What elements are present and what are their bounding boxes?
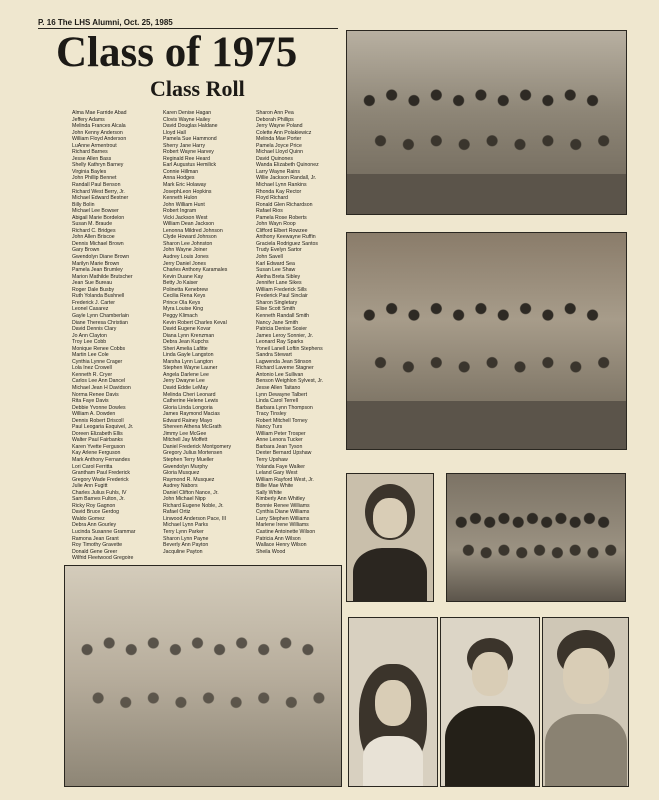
roll-name: Pamela Jean Brumley bbox=[72, 267, 123, 274]
roll-name: Catherine Helene Lewis bbox=[163, 398, 219, 405]
roll-name: Antonio Lee Sullivan bbox=[256, 371, 304, 378]
portrait-face bbox=[563, 648, 609, 704]
roll-column-1 bbox=[72, 110, 162, 562]
roll-name: Billy Bolin bbox=[72, 201, 95, 208]
roll-name: Richard Barnes bbox=[72, 149, 108, 156]
roll-name: Colette Ann Polakiewicz bbox=[256, 129, 312, 136]
roll-name: Stephen Wayne Launer bbox=[163, 365, 218, 372]
roll-name: Melinda Frances Alcala bbox=[72, 123, 126, 130]
roll-name: Randall Paul Benson bbox=[72, 182, 121, 189]
class-photo-top bbox=[346, 30, 627, 215]
roll-name: Terry Upshaw bbox=[256, 456, 288, 463]
roll-name: Kenneth Randall Smith bbox=[256, 312, 310, 319]
roll-name: Sherry Jane Harry bbox=[163, 142, 206, 149]
roll-name: Karen Denise Hagan bbox=[163, 110, 212, 116]
roll-name: Abigail Marie Bordelon bbox=[72, 214, 125, 221]
roll-name: Pamela Sue Hammond bbox=[163, 136, 217, 143]
roll-name: Wanda Elizabeth Quinonez bbox=[256, 162, 319, 169]
roll-name: Larry Stephen Williams bbox=[256, 515, 310, 522]
roll-name: Gwendolyn Murphy bbox=[163, 463, 208, 470]
roll-name: David Eugene Kovar bbox=[163, 326, 211, 333]
roll-name: Polinetta Kenebrew bbox=[163, 286, 208, 293]
roll-name: John Allen Briscoe bbox=[72, 234, 115, 241]
roll-name: Marion Mathilde Brutscher bbox=[72, 273, 133, 280]
roll-name: Anne Lenora Tucker bbox=[256, 437, 303, 444]
roll-name: Barbara Lynn Thompson bbox=[256, 404, 313, 411]
roll-name: Daniel Frederick Montgomery bbox=[163, 443, 232, 450]
roll-name: Sam Barnes Fulton, Jr. bbox=[72, 496, 125, 503]
roll-name: Sharon Ann Pea bbox=[256, 110, 294, 116]
roll-name: Jean Sue Bureau bbox=[72, 280, 113, 287]
roll-name: Marilyn Marie Brown bbox=[72, 260, 120, 267]
roll-name: Michael Jean H Davidson bbox=[72, 384, 131, 391]
roll-name: Ruth Yolanda Bushnell bbox=[72, 293, 125, 300]
roll-name: Michael Edward Bestner bbox=[72, 195, 129, 202]
roll-name: Shereen Athena McGrath bbox=[163, 424, 222, 431]
roll-name: David Dennis Clary bbox=[72, 326, 117, 333]
roll-name: Sharon Lynn Payne bbox=[163, 535, 209, 542]
roll-name: Jerry Wayne Poland bbox=[256, 123, 303, 130]
roll-name: Alma Mae Farride Abad bbox=[72, 110, 127, 116]
roll-name: Tracy Tinsley bbox=[256, 411, 287, 418]
roll-name: Rhonda Kay Rector bbox=[256, 188, 302, 195]
roll-name: David Douglas Haldane bbox=[163, 123, 218, 130]
roll-name: Ramona Jean Grant bbox=[72, 535, 119, 542]
roll-name: Monique Renee Cobbs bbox=[72, 345, 126, 352]
roll-name: Linda Carol Terrell bbox=[256, 398, 298, 405]
student-portrait-girl bbox=[346, 473, 434, 602]
roll-name: Karen Yvette Ferguson bbox=[72, 443, 125, 450]
roll-name: Kay Arlene Ferguson bbox=[72, 450, 121, 457]
roll-name: Nancy Turs bbox=[256, 424, 283, 431]
roll-name: John Kenny Anderson bbox=[72, 129, 123, 136]
roll-name: Linda Gayle Langston bbox=[163, 352, 214, 359]
roll-name: Roger Dale Busby bbox=[72, 286, 115, 293]
portrait-body bbox=[363, 736, 423, 787]
portrait-face bbox=[373, 498, 407, 538]
roll-name: Marsha Lynn Langton bbox=[163, 358, 213, 365]
roll-name: Robert Ingram bbox=[163, 208, 197, 215]
roll-name: Susan Lee Shaw bbox=[256, 267, 296, 274]
dancers bbox=[447, 474, 625, 601]
roll-name: Martin Lee Cole bbox=[72, 352, 109, 359]
roll-name: Jennifer Lane Sikes bbox=[256, 280, 302, 287]
roll-name: Shelly Kathryn Barney bbox=[72, 162, 124, 169]
roll-name: Vicki Jackson West bbox=[163, 214, 208, 221]
portrait-suit bbox=[445, 706, 535, 786]
roll-name: Leonel Casarez bbox=[72, 306, 109, 313]
roll-name: Angela Darlene Lee bbox=[163, 371, 209, 378]
portrait-face bbox=[472, 652, 508, 696]
roll-name: Rita Faye Davis bbox=[72, 398, 109, 405]
roll-name: Richard Eugene Noble, Jr. bbox=[163, 502, 224, 509]
roll-name: Gregory Wade Frederick bbox=[72, 476, 129, 483]
roll-name: Dennis Robert Driscoll bbox=[72, 417, 124, 424]
portrait-body bbox=[353, 548, 427, 602]
roll-name: Audrey Nabors bbox=[163, 483, 198, 490]
roll-name: Frederick J. Carter bbox=[72, 299, 115, 306]
roll-name: Daniel Clifton Nance, Jr. bbox=[163, 489, 219, 496]
roll-name: Frederick Paul Sinclair bbox=[256, 293, 308, 300]
roll-name: Aletha Breta Sibley bbox=[256, 273, 301, 280]
roll-name: Lynn Dewayne Talbert bbox=[256, 391, 308, 398]
roll-name: Melinda Mae Porter bbox=[256, 136, 302, 143]
roll-name: Mark Anthony Fernandes bbox=[72, 456, 130, 463]
roll-name: William Frederick Sills bbox=[256, 286, 307, 293]
roll-name: James Leroy Sonnier, Jr. bbox=[256, 332, 314, 339]
roll-name: Marlene Irene Williams bbox=[256, 522, 309, 529]
roll-name: Lucinda Susanne Grammar bbox=[72, 529, 136, 535]
roll-name: Deborah Phillips bbox=[256, 116, 294, 123]
roll-name: Dennis Michael Brown bbox=[72, 240, 124, 247]
roll-name: Leland Gary West bbox=[256, 470, 298, 477]
roll-name: Norma Renee Davis bbox=[72, 391, 119, 398]
roll-name: Anna Hodges bbox=[163, 175, 195, 182]
roll-name: Stephen Terry Mueller bbox=[163, 456, 214, 463]
roll-name: Walter Paul Fairbanks bbox=[72, 437, 123, 444]
roll-name: Terry Lynn Parker bbox=[163, 529, 204, 535]
roll-name: Sharon Lee Johnston bbox=[163, 240, 213, 247]
roll-name: Yolanda Faye Walker bbox=[256, 463, 305, 470]
roll-name: Sandra Stewart bbox=[256, 352, 292, 359]
page-header: P. 16 The LHS Alumni, Oct. 25, 1985 bbox=[38, 18, 173, 27]
roll-name: Kenneth Hulon bbox=[163, 195, 198, 202]
roll-name: Paul Leogaria Esquivel, Jr. bbox=[72, 424, 134, 431]
roll-name: Gregory Julius Mortensen bbox=[163, 450, 223, 457]
roll-name: David Bruce Gerdog bbox=[72, 509, 119, 516]
roll-name: Graciela Rodriguez Santos bbox=[256, 240, 318, 247]
roll-name: Pamela Joyce Price bbox=[256, 142, 302, 149]
roll-name: Robert Mitchell Torney bbox=[256, 417, 308, 424]
roll-name: Roy Timothy Gravette bbox=[72, 542, 123, 549]
roll-name: Clovis Wayne Hailey bbox=[163, 116, 211, 123]
roll-name: Grantham Paul Frederick bbox=[72, 470, 130, 477]
roll-name: Diane Theresa Christian bbox=[72, 319, 128, 326]
portrait-young-man bbox=[440, 617, 540, 787]
roll-name: Melinda Cheri Leonard bbox=[163, 391, 216, 398]
roll-name: Debbie Yvonne Dowles bbox=[72, 404, 126, 411]
roll-name: Willie Jackson Randall, Jr. bbox=[256, 175, 317, 182]
roll-name: Pamela Rose Roberts bbox=[256, 214, 307, 221]
roll-name: Lola Inez Crowell bbox=[72, 365, 112, 372]
roll-name: William Rayford West, Jr. bbox=[256, 476, 314, 483]
roll-name: Kimberly Ann Whitley bbox=[256, 496, 306, 503]
roll-name: Charles Anthony Karamales bbox=[163, 267, 228, 274]
roll-name: Rafael Ortiz bbox=[163, 509, 191, 516]
class-photo-middle bbox=[346, 232, 627, 450]
portrait-boy bbox=[542, 617, 629, 787]
roll-name: Wilfrid Fleetwood Gregoire bbox=[72, 555, 134, 562]
roll-name: Raymond R. Musquez bbox=[163, 476, 215, 483]
roll-name: Doreen Elizabeth Ellis bbox=[72, 430, 123, 437]
roll-name: Castine Antoinette Wilson bbox=[256, 529, 316, 535]
roll-name: Lori Carol Ferritta bbox=[72, 463, 113, 470]
roll-name: Earl Augustus Hemilick bbox=[163, 162, 217, 169]
roll-name: Kevin Robert Charles Keval bbox=[163, 319, 227, 326]
roll-name: Michael Lloyd Quinn bbox=[256, 149, 304, 156]
roll-name: Jesse Allen Taitano bbox=[256, 384, 301, 391]
roll-name: Carlos Lee Ann Dancel bbox=[72, 378, 126, 385]
roll-name: Sally White bbox=[256, 489, 282, 496]
roll-name: Gloria Linda Longoria bbox=[163, 404, 213, 411]
roll-name: Jimmy Lee McGee bbox=[163, 430, 207, 437]
portrait-face bbox=[375, 680, 411, 726]
roll-name: Ricky Roy Gagnon bbox=[72, 502, 116, 509]
roll-name: John Wayn Roop bbox=[256, 221, 296, 228]
roll-name: Larry Wayne Rains bbox=[256, 168, 300, 175]
roll-name: Troy Lee Cobb bbox=[72, 339, 107, 346]
roll-name: Cynthia Diane Williams bbox=[256, 509, 310, 516]
roll-name: Donald Gene Greer bbox=[72, 548, 118, 555]
roll-name: Sharon Singletary bbox=[256, 299, 298, 306]
roll-name: Wallace Henry Wilson bbox=[256, 542, 307, 549]
roll-name: Gary Brown bbox=[72, 247, 100, 254]
roll-name: Debra Ann Gourley bbox=[72, 522, 117, 529]
roll-name: JosephLeon Hopkins bbox=[163, 188, 212, 195]
roll-name: Rafael Rios bbox=[256, 208, 283, 215]
roll-name: Kenneth R. Cryer bbox=[72, 371, 113, 378]
roll-name: Dexter Bernard Upshaw bbox=[256, 450, 312, 457]
roll-name: Audrey Louis Jones bbox=[163, 254, 209, 261]
roll-name: Julie Ann Fugitt bbox=[72, 483, 108, 490]
roll-name: Reginald Ree Heard bbox=[163, 155, 211, 162]
roll-name: William Floyd Anderson bbox=[72, 136, 127, 143]
roll-column-2 bbox=[163, 110, 255, 555]
roll-name: Myra Louise King bbox=[163, 306, 204, 313]
roll-name: Floyd Richard bbox=[256, 195, 289, 202]
roll-name: Gayle Lynn Chamberlain bbox=[72, 312, 129, 319]
roll-name: John Wayne Joiner bbox=[163, 247, 208, 254]
roll-name: Richard West Berry, Jr. bbox=[72, 188, 125, 195]
roll-name: David Quinones bbox=[256, 155, 293, 162]
roll-name: William Dean Jackson bbox=[163, 221, 215, 228]
roll-name: Lenonna Mildred Johnson bbox=[163, 227, 223, 234]
roll-name: Karl Edward Sea bbox=[256, 260, 295, 267]
roll-name: Jeffery Adams bbox=[72, 116, 105, 123]
roll-name: Prince Ola Keys bbox=[163, 299, 201, 306]
roll-name: Sheila Wood bbox=[256, 548, 286, 555]
roll-name: John William Hunt bbox=[163, 201, 205, 208]
roll-name: Elise Scott Smith bbox=[256, 306, 296, 313]
roll-name: William A. Dowden bbox=[72, 411, 116, 418]
roll-name: Michael Lee Bowser bbox=[72, 208, 119, 215]
roll-name: Jacquline Payton bbox=[163, 548, 203, 555]
roll-name: Charles Julius Fuhls, IV bbox=[72, 489, 127, 496]
roll-name: Edward Rainey Mayo bbox=[163, 417, 213, 424]
roll-name: Clyde Howard Johnson bbox=[163, 234, 217, 241]
roll-name: Leonard Ray Sparks bbox=[256, 339, 304, 346]
roll-name: Patricia Ann Wilson bbox=[256, 535, 301, 542]
roll-name: Linwood Anderson Pace, III bbox=[163, 515, 227, 522]
roll-name: Betty Jo Kaiser bbox=[163, 280, 198, 287]
roll-name: James Raymond Macias bbox=[163, 411, 220, 418]
roll-name: Trudy Evelyn Sartor bbox=[256, 247, 302, 254]
roll-name: Patricia Denise Sosier bbox=[256, 326, 308, 333]
costumed-children bbox=[65, 566, 341, 786]
roll-name: Gwendolyn Diane Brown bbox=[72, 254, 130, 261]
roll-name: Peggy Klimach bbox=[163, 312, 198, 319]
roll-name: David Eddie LeMay bbox=[163, 384, 208, 391]
page-title: Class of 1975 bbox=[56, 29, 298, 76]
roll-name: Cynthia Lynne Crager bbox=[72, 358, 123, 365]
roll-name: Richard C. Bridges bbox=[72, 227, 116, 234]
roll-name: Bonnie Renee Williams bbox=[256, 502, 310, 509]
roll-name: John Michael Nipp bbox=[163, 496, 206, 503]
roll-name: Sheri Amelia Lafitte bbox=[163, 345, 208, 352]
roll-name: Lagwenda Jean Stinson bbox=[256, 358, 312, 365]
roll-name: Nancy Jane Smith bbox=[256, 319, 299, 326]
roll-name: Benson Weighlon Sylvest, Jr. bbox=[256, 378, 324, 385]
roll-name: Jerry Dwayne Lee bbox=[163, 378, 205, 385]
roll-name: Anthony Keewayne Ruffin bbox=[256, 234, 316, 241]
roll-name: Clifford Elbert Rowzee bbox=[256, 227, 308, 234]
roll-name: Connie Hillman bbox=[163, 168, 199, 175]
costume-photo bbox=[64, 565, 342, 787]
roll-name: Jesse Allen Bass bbox=[72, 155, 112, 162]
roll-name: Mark Eric Holaway bbox=[163, 182, 207, 189]
roll-name: Michael Lynn Parks bbox=[163, 522, 209, 529]
roll-name: Kevin Duane Kay bbox=[163, 273, 204, 280]
roll-name: William Peter Trosper bbox=[256, 430, 306, 437]
roll-name: Beverly Ann Payton bbox=[163, 542, 209, 549]
roll-name: LuAnne Armentrout bbox=[72, 142, 117, 149]
photo-floor bbox=[347, 174, 626, 214]
roll-name: Jerry Daniel Jones bbox=[163, 260, 206, 267]
portrait-body bbox=[545, 714, 627, 786]
roll-name: Virginia Bayles bbox=[72, 168, 107, 175]
dance-photo bbox=[446, 473, 626, 602]
roll-name: Susan M. Braude bbox=[72, 221, 113, 228]
roll-name: John Savell bbox=[256, 254, 283, 261]
roll-name: Lloyd Hall bbox=[163, 129, 186, 136]
portrait-woman bbox=[348, 617, 438, 787]
roll-name: Jo Ann Clayton bbox=[72, 332, 107, 339]
roll-name: Barbara Jean Tyson bbox=[256, 443, 303, 450]
photo-floor bbox=[347, 401, 626, 449]
roll-name: Waldo Gomez bbox=[72, 515, 105, 522]
roll-name: Ronald Glen Richardson bbox=[256, 201, 313, 208]
roll-name: Debra Jean Kupchs bbox=[163, 339, 209, 346]
roll-name: Gloria Musquez bbox=[163, 470, 200, 477]
roll-name: Cecilia Rena Keys bbox=[163, 293, 206, 300]
roll-name: Mitchell Jay Moffett bbox=[163, 437, 208, 444]
roll-name: Richard Laverne Stagner bbox=[256, 365, 314, 372]
roll-column-3 bbox=[256, 110, 348, 555]
roll-name: Robert Wayne Harvey bbox=[163, 149, 214, 156]
roll-name: Diana Lynn Krenzman bbox=[163, 332, 215, 339]
section-subtitle: Class Roll bbox=[150, 76, 245, 101]
roll-name: John Phillip Bennet bbox=[72, 175, 117, 182]
roll-name: Michael Lynn Rankins bbox=[256, 182, 307, 189]
roll-name: Billie Mae White bbox=[256, 483, 294, 490]
roll-name: Yoneil Lanell Loftin Stephens bbox=[256, 345, 323, 352]
